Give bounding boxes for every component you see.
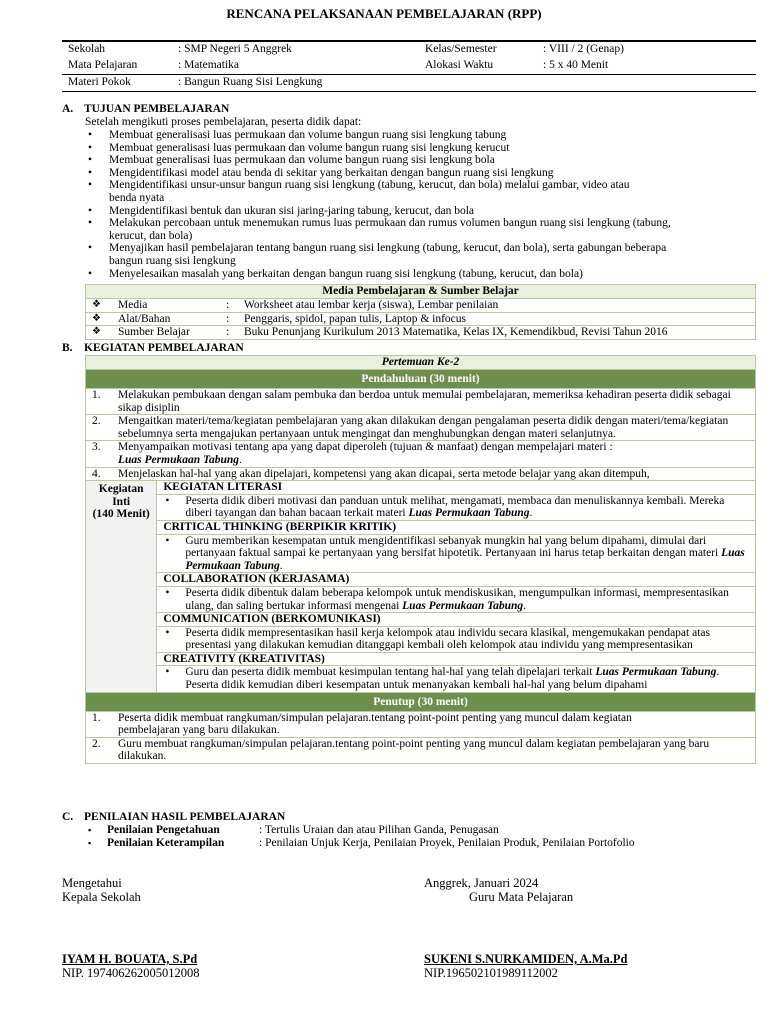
pendahuluan-num: 1. <box>86 389 113 415</box>
sumber-label: Sumber Belajar <box>112 326 220 340</box>
kegiatan-table <box>85 355 756 764</box>
section-c-heading: C. PENILAIAN HASIL PEMBELAJARAN <box>62 811 286 823</box>
pendahuluan-header: Pendahuluan (30 menit) <box>86 370 756 389</box>
section-a-heading: A. TUJUAN PEMBELAJARAN <box>62 103 230 115</box>
list-item: • Membuat generalisasi luas permukaan dan volume bangun ruang sisi lengkung bola <box>88 154 495 167</box>
inti-header: COMMUNICATION (BERKOMUNIKASI) <box>157 613 756 627</box>
penutup-header: Penutup (30 menit) <box>86 692 756 711</box>
section-b-heading: B. KEGIATAN PEMBELAJARAN <box>62 342 244 354</box>
penutup-item: Guru membuat rangkuman/simpulan pelajaran.tentang point-point penting yang muncul dalam kegiatan pembelajaran yang baru dilakukan. <box>112 737 756 763</box>
guru-nip: NIP.196502101989112002 <box>424 966 558 980</box>
pendahuluan-num: 3. <box>86 441 113 467</box>
mengetahui-label: Mengetahui <box>62 876 122 890</box>
penutup-num: 2. <box>86 737 113 763</box>
materi-value: : Bangun Ruang Sisi Lengkung <box>172 75 756 92</box>
list-item: • Mengidentifikasi unsur-unsur bangun ruang sisi lengkung (tabung, kerucut, dan bola) melalui gambar, video atau benda nyata <box>88 179 630 204</box>
guru-label: Guru Mata Pelajaran <box>469 890 574 904</box>
pendahuluan-num: 2. <box>86 415 113 441</box>
list-item: • Menyelesaikan masalah yang berkaitan dengan bangun ruang sisi lengkung (tabung, kerucut, dan bola) <box>88 267 583 280</box>
media-table <box>85 284 756 340</box>
mapel-value: : Matematika <box>178 59 239 71</box>
alat-value: Penggaris, spidol, papan tulis, Laptop & infocus <box>238 312 756 326</box>
kelas-label: Kelas/Semester <box>425 43 497 55</box>
signature-left-name-block <box>62 952 200 980</box>
media-sep: : <box>220 299 238 313</box>
media-value: Worksheet atau lembar kerja (siswa), Lembar penilaian <box>238 299 756 313</box>
signature-left <box>62 876 141 904</box>
inti-header: COLLABORATION (KERJASAMA) <box>157 573 756 587</box>
inti-item: • Guru dan peserta didik membuat kesimpulan tentang hal-hal yang telah dipelajari terkait Luas Permukaan Tabung. Peserta didik kemudian diberi kesempatan untuk menanyakan kembali hal-hal yang belum dipahami <box>157 666 756 692</box>
alokasi-value: : 5 x 40 Menit <box>543 59 609 71</box>
alat-sep: : <box>220 312 238 326</box>
penilaian-list <box>85 824 755 850</box>
signature-right-name-block <box>424 952 628 980</box>
pendahuluan-item: Melakukan pembukaan dengan salam pembuka dan berdoa untuk memulai pembelajaran, memeriksa kehadiran peserta didik sebagai sikap disiplin <box>112 389 756 415</box>
diamond-icon: ❖ <box>86 312 113 326</box>
kepala-sekolah-label: Kepala Sekolah <box>62 890 141 904</box>
section-a-intro: Setelah mengikuti proses pembelajaran, peserta didik dapat: <box>85 116 362 128</box>
list-item: • Mengidentifikasi bentuk dan ukuran sisi jaring-jaring tabung, kerucut, dan bola <box>88 204 475 217</box>
media-label: Media <box>112 299 220 313</box>
pendahuluan-item: Menjelaskan hal-hal yang akan dipelajari, kompetensi yang akan dicapai, serta metode belajar yang akan ditempuh, <box>112 467 756 481</box>
sekolah-value: : SMP Negeri 5 Anggrek <box>178 43 292 55</box>
sumber-sep: : <box>220 326 238 340</box>
inti-item: • Peserta didik dibentuk dalam beberapa kelompok untuk mendiskusikan, mengumpulkan informasi, mempresentasikan ulang, dan saling bertukar informasi mengenai Luas Permukaan Tabung. <box>157 586 756 612</box>
info-box <box>62 40 756 92</box>
inti-item: • Peserta didik mempresentasikan hasil kerja kelompok atau individu secara klasikal, mengemukakan pendapat atas presentasi yang dilakukan kemudian ditanggapi kembali oleh kelompok atau individu yang mempresentasikan <box>157 626 756 652</box>
guru-name: SUKENI S.NURKAMIDEN, A.Ma.Pd <box>424 952 628 966</box>
materi-label: Materi Pokok <box>62 75 172 92</box>
inti-header: CRITICAL THINKING (BERPIKIR KRITIK) <box>157 520 756 534</box>
kepala-sekolah-name: IYAM H. BOUATA, S.Pd <box>62 952 198 966</box>
kegiatan-inti-label: Kegiatan Inti (140 Menit) <box>86 481 157 693</box>
list-item: ▪ Penilaian Pengetahuan : Tertulis Uraian dan atau Pilihan Ganda, Penugasan <box>88 824 499 836</box>
inti-item: • Guru memberikan kesempatan untuk mengidentifikasi sebanyak mungkin hal yang belum dipahami, dimulai dari pertanyaan faktual sampai ke pertanyaan yang bersifat hipotetik. Pertanyaan ini harus tetap berkaitan dengan materi Luas Permukaan Tabung. <box>157 534 756 573</box>
list-item: • Melakukan percobaan untuk menemukan rumus luas permukaan dan rumus volumen bangun ruang sisi lengkung (tabung, kerucut, dan bola) <box>88 217 671 242</box>
inti-header: KEGIATAN LITERASI <box>157 481 756 495</box>
alokasi-label: Alokasi Waktu <box>425 59 494 71</box>
kelas-value: : VIII / 2 (Genap) <box>543 43 624 55</box>
sumber-value: Buku Penunjang Kurikulum 2013 Matematika, Kelas IX, Kemendikbud, Revisi Tahun 2016 <box>238 326 756 340</box>
pendahuluan-num: 4. <box>86 467 113 481</box>
pendahuluan-item: Menyampaikan motivasi tentang apa yang dapat diperoleh (tujuan & manfaat) dengan mempelajari materi : Luas Permukaan Tabung. <box>112 441 756 467</box>
penutup-item: Peserta didik membuat rangkuman/simpulan pelajaran.tentang point-point penting yang muncul dalam kegiatan pembelajaran yang baru dilakukan. <box>112 711 756 737</box>
media-header: Media Pembelajaran & Sumber Belajar <box>86 285 756 299</box>
tujuan-list <box>85 129 753 280</box>
list-item: ▪ Penilaian Keterampilan : Penilaian Unjuk Kerja, Penilaian Proyek, Penilaian Produk, Penilaian Portofolio <box>88 837 635 849</box>
mapel-label: Mata Pelajaran <box>68 59 138 71</box>
list-item: • Membuat generalisasi luas permukaan dan volume bangun ruang sisi lengkung kerucut <box>88 141 510 154</box>
inti-header: CREATIVITY (KREATIVITAS) <box>157 652 756 666</box>
pendahuluan-item: Mengaitkan materi/tema/kegiatan pembelajaran yang akan dilakukan dengan pengalaman peserta didik dengan materi/tema/kegiatan sebelumnya serta mengajukan pertanyaan untuk mengingat dan menghubungkan dengan materi selanjutnya. <box>112 415 756 441</box>
place-date: Anggrek, Januari 2024 <box>424 876 539 890</box>
sekolah-label: Sekolah <box>68 43 106 55</box>
alat-label: Alat/Bahan <box>112 312 220 326</box>
diamond-icon: ❖ <box>86 299 113 313</box>
signature-right <box>424 876 573 904</box>
list-item: • Menyajikan hasil pembelajaran tentang bangun ruang sisi lengkung (tabung, kerucut, dan bola), serta gabungan beberapa bangun ruang sisi lengkung <box>88 242 667 267</box>
kepala-sekolah-nip: NIP. 197406262005012008 <box>62 966 200 980</box>
inti-item: • Peserta didik diberi motivasi dan panduan untuk melihat, mengamati, membaca dan menuliskannya kembali. Mereka diberi tayangan dan bahan bacaan terkait materi Luas Permukaan Tabung. <box>157 494 756 520</box>
diamond-icon: ❖ <box>86 326 113 340</box>
list-item: • Mengidentifikasi model atau benda di sekitar yang berkaitan dengan bangun ruang sisi lengkung <box>88 166 554 179</box>
penutup-num: 1. <box>86 711 113 737</box>
pertemuan-header: Pertemuan Ke-2 <box>86 356 756 370</box>
list-item: • Membuat generalisasi luas permukaan dan volume bangun ruang sisi lengkung tabung <box>88 129 507 141</box>
document-title: RENCANA PELAKSANAAN PEMBELAJARAN (RPP) <box>226 6 542 21</box>
